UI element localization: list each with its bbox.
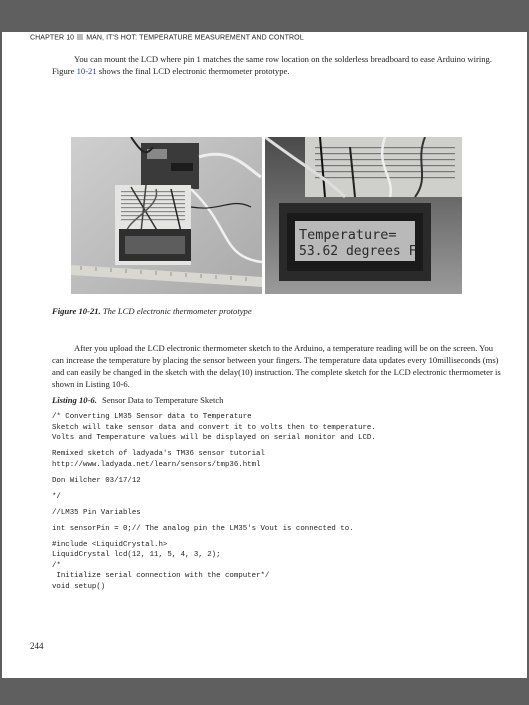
code-line: /* — [52, 561, 61, 570]
figure-caption — [52, 306, 252, 316]
running-header — [30, 34, 304, 42]
code-line: /* Converting LM35 Sensor data to Temperature — [52, 413, 252, 421]
listing-heading — [52, 395, 223, 405]
body-text: After you upload the LCD electronic thermometer sketch to the Arduino, a temperature reading will be on the screen. You can increase the temperature by placing the sensor between your fingers. The temperature data updates every 10milliseconds (ms) and can easily be changed in the sketch with the delay(10) instruction. The complete sketch for the LCD electronic thermometer is shown in Listing 10-6. — [52, 343, 501, 389]
code-line: void setup() — [52, 582, 106, 591]
code-listing — [52, 412, 502, 592]
code-line: int sensorPin = 0;// The analog pin the LM35's Vout is connected to. — [52, 524, 354, 533]
figure-link[interactable]: 10-21 — [76, 66, 97, 76]
listing-label: Listing 10-6. — [52, 395, 97, 405]
code-line: LiquidCrystal lcd(12, 11, 5, 4, 3, 2); — [52, 551, 221, 559]
page-number: 244 — [30, 641, 44, 651]
lcd-readout-line1: Temperature= — [299, 227, 397, 243]
prototype-photo-left — [71, 137, 262, 294]
header-separator — [77, 34, 83, 40]
intro-paragraph — [52, 53, 500, 77]
code-line: Remixed sketch of ladyada's TM36 sensor tutorial — [52, 450, 265, 458]
figure-caption-label: Figure 10-21. — [52, 306, 101, 316]
intro-text-end: shows the final LCD electronic thermometer prototype. — [96, 66, 290, 76]
body-paragraph — [52, 342, 502, 390]
figure-caption-text: The LCD electronic thermometer prototype — [102, 306, 252, 316]
chapter-number: CHAPTER 10 — [30, 34, 75, 42]
code-line: */ — [52, 492, 61, 501]
prototype-photo-right — [265, 137, 462, 294]
code-line: Volts and Temperature values will be displayed on serial monitor and LCD. — [52, 434, 376, 442]
listing-title: Sensor Data to Temperature Sketch — [102, 395, 224, 405]
code-line: Don Wilcher 03/17/12 — [52, 476, 141, 485]
chapter-title: MAN, IT'S HOT: TEMPERATURE MEASUREMENT AND CONTROL — [86, 34, 304, 42]
code-line: //LM35 Pin Variables — [52, 508, 141, 517]
code-line: Sketch will take sensor data and convert it to volts then to temperature. — [52, 423, 376, 432]
code-line: Initialize serial connection with the computer*/ — [52, 572, 270, 580]
intro-text: You can mount the LCD where pin 1 matches the same row location on the solderless breadboard to ease Arduino wiring. Figure — [52, 54, 492, 76]
lcd-readout-line2: 53.62 degrees F — [299, 244, 417, 259]
code-line: http://www.ladyada.net/learn/sensors/tmp36.html — [52, 460, 261, 469]
code-line: #include <LiquidCrystal.h> — [52, 540, 168, 549]
